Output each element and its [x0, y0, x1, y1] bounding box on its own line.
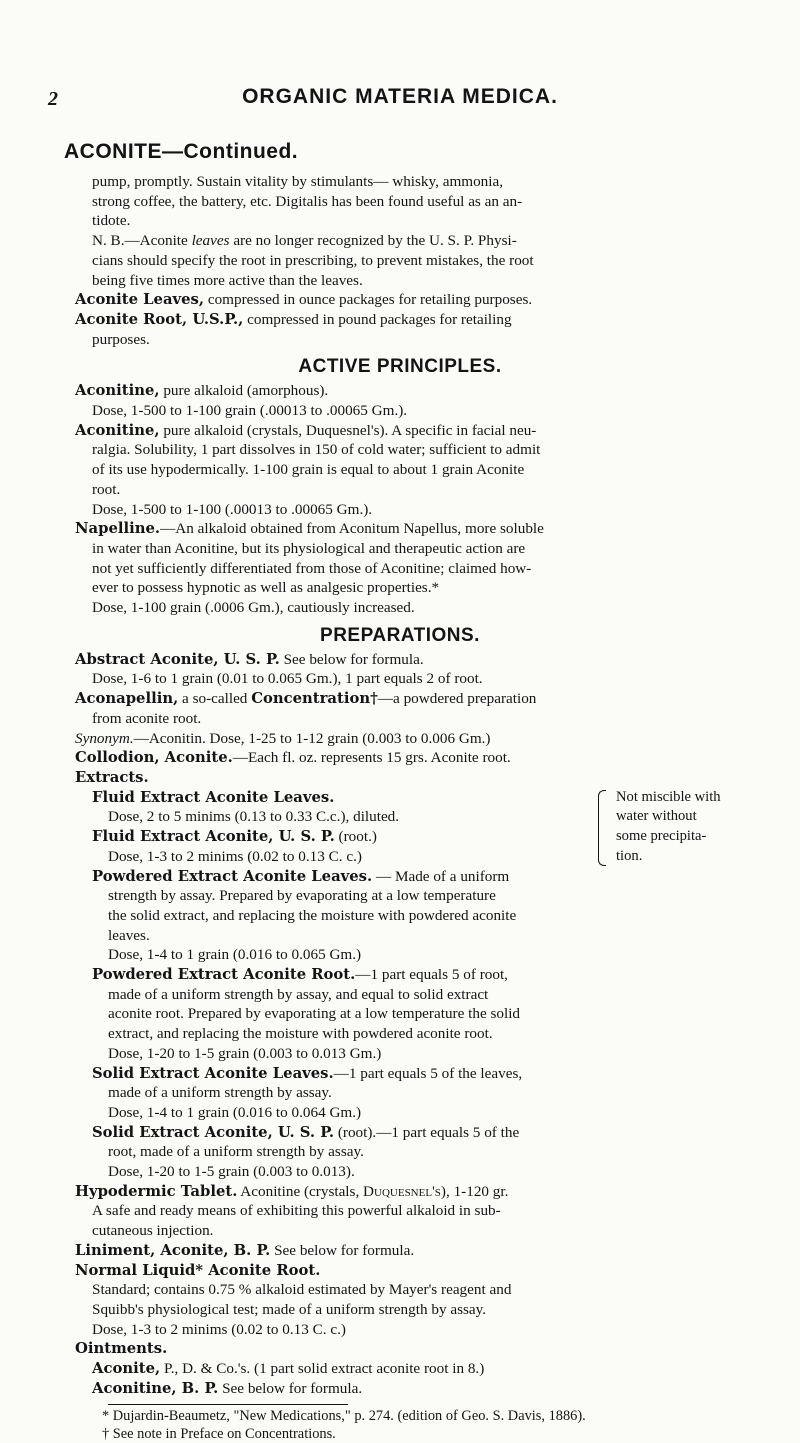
page-body: pump, promptly. Sustain vitality by stimulants— whisky, ammonia, strong coffee, the battery, etc. Digitalis has been found useful as an an- tidote. N. B.—Aconite leaves are no longer recognized by the U. S. P. Physi- cians should specify the root in prescribing, to prevent mistakes, the root being five times more active than the leaves. Aconite Leaves, compressed in ounce packages for retailing purposes. Aconite Root, U.S.P., compressed in pound packages for retailing purposes. ACTIVE PRINCIPLES. Aconitine, pure alkaloid (amorphous). Dose, 1-500 to 1-100 grain (.00013 to .00065 Gm.). Aconitine, pure alkaloid (crystals, Duquesnel's). A specific in facial neu- ralgia. Solubility, 1 part dissolves in 150 of cold water; sufficient to admit of its use hypodermically. 1-100 grain is equal to about 1 grain Aconite root. Dose, 1-500 to 1-100 (.00013 to .00065 Gm.). Napelline.—An alkaloid obtained from Aconitum Napellus, more soluble in water than Aconitine, but its physiological and therapeutic action are not yet sufficiently differentiated from those of Aconitine; claimed how- ever to possess hypnotic as well as analgesic properties.* Dose, 1-100 grain (.0006 Gm.), cautiously increased. PREPARATIONS. Abstract Aconite, U. S. P. See below for formula. Dose, 1-6 to 1 grain (0.01 to 0.065 Gm.), 1 part equals 2 of root. Aconapellin, a so-called Concentration†—a powdered preparation from aconite root. Synonym.—Aconitin. Dose, 1-25 to 1-12 grain (0.003 to 0.006 Gm.) Collodion, Aconite.—Each fl. oz. represents 15 grs. Aconite root. Extracts. Fluid Extract Aconite Leaves. Dose, 2 to 5 minims (0.13 to 0.33 C.c.), diluted. Fluid Extract Aconite, U. S. P. (root.) Dose, 1-3 to 2 minims (0.02 to 0.13 C. c.) Not miscible with water without some precipita- tion. Powdered Extract Aconite Leaves. — Made of a uniform strength by assay. Prepared by evaporating at a low temperature the solid extract, and replacing the moisture with powdered aconite leaves. Dose, 1-4 to 1 grain (0.016 to 0.065 Gm.) Powdered Extract Aconite Root.—1 part equals 5 of root, made of a uniform strength by assay, and equal to solid extract aconite root. Prepared by evaporating at a low temperature the solid extract, and replacing the moisture with powdered aconite root. Dose, 1-20 to 1-5 grain (0.003 to 0.013 Gm.) Solid Extract Aconite Leaves.—1 part equals 5 of the leaves, made of a uniform strength by assay. Dose, 1-4 to 1 grain (0.016 to 0.064 Gm.) Solid Extract Aconite, U. S. P. (root).—1 part equals 5 of the root, made of a uniform strength by assay. Dose, 1-20 to 1-5 grain (0.003 to 0.013). Hypodermic Tablet. Aconitine (crystals, Duquesnel's), 1-120 gr. A safe and ready means of exhibiting this powerful alkaloid in sub- cutaneous injection. Liniment, Aconite, B. P. See below for formula. Normal Liquid* Aconite Root. Standard; contains 0.75 % alkaloid estimated by Mayer's reagent and Squibb's physiological test; made of a uniform strength by assay. Dose, 1-3 to 2 minims (0.02 to 0.13 C. c.) Ointments. Aconite, P., D. & Co.'s. (1 part solid extract aconite root in 8.) Aconitine, B. P. See below for formula. * Dujardin-Beaumetz, "New Medications," p. 274. (edition of Geo. S. Davis, 1886). † See note in Preface on Concentrations.	[0, 172, 800, 1443]
section-continued-heading: ACONITE—Continued.	[64, 140, 299, 163]
running-title: ORGANIC MATERIA MEDICA.	[242, 85, 558, 108]
entry-liniment-aconite: Liniment, Aconite, B. P. See below for formula.	[75, 1241, 415, 1259]
footnote-1: * Dujardin-Beaumetz, "New Medications," p. 274. (edition of Geo. S. Davis, 1886).	[102, 1408, 586, 1425]
page-number: 2	[48, 88, 58, 110]
entry-fluid-extract-leaves: Fluid Extract Aconite Leaves.	[92, 788, 335, 806]
fluid-extracts-group: Fluid Extract Aconite Leaves. Dose, 2 to 5 minims (0.13 to 0.33 C.c.), diluted. Fluid Extract Aconite, U. S. P. (root.) Dose, 1-3 to 2 minims (0.02 to 0.13 C. c.) Not miscible with water without some precipita- tion.	[0, 788, 800, 867]
entry-abstract-aconite: Abstract Aconite, U. S. P. See below for formula.	[75, 650, 424, 668]
entry-aconitine-crystals: Aconitine, pure alkaloid (crystals, Duquesnel's). A specific in facial neu-	[75, 421, 537, 439]
entry-collodion-aconite: Collodion, Aconite.—Each fl. oz. represents 15 grs. Aconite root.	[75, 749, 511, 767]
section-title-active-principles: ACTIVE PRINCIPLES.	[298, 356, 502, 378]
section-title-preparations: PREPARATIONS.	[320, 624, 480, 646]
entry-solid-extract-root: Solid Extract Aconite, U. S. P. (root).—1 part equals 5 of the	[92, 1123, 520, 1141]
intro-paragraph: pump, promptly. Sustain vitality by stimulants— whisky, ammonia, strong coffee, the battery, etc. Digitalis has been found useful as an an- tidote. N. B.—Aconite leaves are no longer recognized by the U. S. P. Physi- cians should specify the root in prescribing, to prevent mistakes, the root being five times more active than the leaves.	[0, 172, 800, 290]
entry-powdered-extract-root: Powdered Extract Aconite Root.—1 part equals 5 of root,	[92, 966, 508, 984]
entry-aconite-root: Aconite Root, U.S.P., compressed in pound packages for retailing	[75, 310, 512, 328]
entry-ointment-aconite: Aconite, P., D. & Co.'s. (1 part solid extract aconite root in 8.)	[92, 1360, 485, 1378]
entry-ointment-aconitine: Aconitine, B. P. See below for formula.	[92, 1379, 363, 1397]
entry-normal-liquid: Normal Liquid* Aconite Root.	[75, 1261, 321, 1279]
entry-powdered-extract-leaves: Powdered Extract Aconite Leaves. — Made of a uniform	[92, 867, 510, 885]
entry-solid-extract-leaves: Solid Extract Aconite Leaves.—1 part equals 5 of the leaves,	[92, 1064, 523, 1082]
subheading-extracts: Extracts.	[75, 768, 149, 786]
entry-napelline: Napelline.—An alkaloid obtained from Aconitum Napellus, more soluble	[75, 520, 544, 538]
entry-aconapellin: Aconapellin, a so-called Concentration†—a powdered preparation	[75, 690, 537, 708]
subheading-ointments: Ointments.	[75, 1340, 168, 1358]
brace-mark	[598, 790, 606, 866]
entry-hypodermic-tablet: Hypodermic Tablet. Aconitine (crystals, Duquesnel's), 1-120 gr.	[75, 1182, 509, 1200]
entry-fluid-extract-root: Fluid Extract Aconite, U. S. P. (root.)	[92, 828, 377, 846]
footnote-2: † See note in Preface on Concentrations.	[102, 1426, 336, 1443]
entry-aconitine-amorphous: Aconitine, pure alkaloid (amorphous).	[75, 382, 329, 400]
nota-bene: N. B.—Aconite leaves are no longer recognized by the U. S. P. Physi-	[92, 232, 517, 250]
footnote-rule	[108, 1404, 348, 1405]
entry-aconite-leaves: Aconite Leaves, compressed in ounce packages for retailing purposes.	[75, 291, 533, 309]
brace-note: Not miscible with water without some precipita- tion.	[616, 788, 721, 864]
